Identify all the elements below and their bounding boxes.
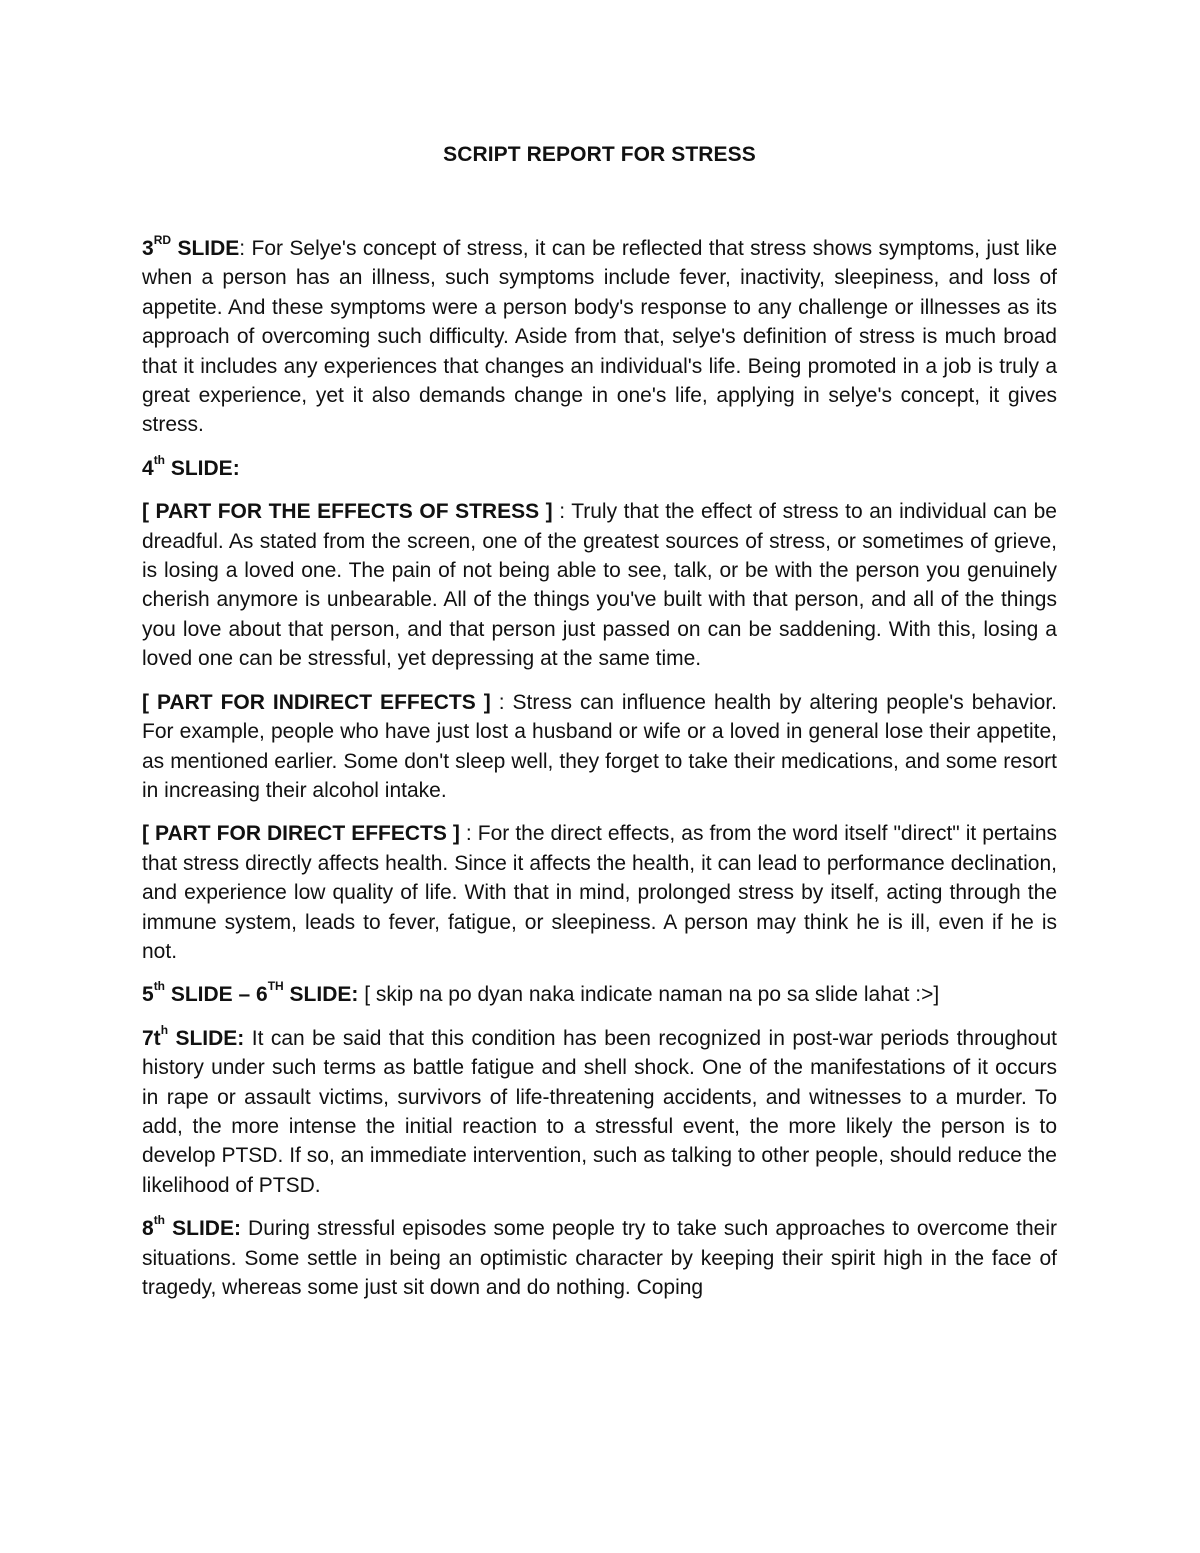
slide-7-text: It can be said that this condition has been recognized in post-war periods throughout history under such terms as battle fatigue and shell shock. One of the manifestations of it occurs in rape or assault victims, survivors of life-threatening accidents, and witnesses to a murder. To add, the more intense the initial reaction to a stressful event, the more likely the person is to develop PTSD. If so, an immediate intervention, such as talking to other people, should reduce the likelihood of PTSD. xyxy=(142,1026,1057,1197)
effects-heading: [ PART FOR THE EFFECTS OF STRESS ] xyxy=(142,500,553,524)
direct-effects-text: : For the direct effects, as from the word itself "direct" it pertains that stress directly affects health. Since it affects the health, it can lead to performance declination, and experience low quality of life. With that in mind, prolonged stress by itself, acting through the immune system, leads to fever, fatigue, or sleepiness. A person may think he is ill, even if he is not. xyxy=(142,822,1057,963)
slide-4-heading-paragraph xyxy=(142,454,1057,483)
direct-effects-heading: [ PART FOR DIRECT EFFECTS ] xyxy=(142,822,460,846)
slide-8-paragraph xyxy=(142,1214,1057,1302)
slide-8-text: During stressful episodes some people try to take such approaches to overcome their situations. Some settle in being an optimistic character by keeping their spirit high in the face of tragedy, whereas some just sit down and do nothing. Coping xyxy=(142,1217,1057,1299)
slide-3-text: : For Selye's concept of stress, it can be reflected that stress shows symptoms, just like when a person has an illness, such symptoms include fever, inactivity, sleepiness, and loss of appetite. And these symptoms were a person body's response to any challenge or illnesses as its approach of overcoming such difficulty. Aside from that, selye's definition of stress is much broad that it includes any experiences that changes an individual's life. Being promoted in a job is truly a great experience, yet it also demands change in one's life, applying in selye's concept, it gives stress. xyxy=(142,237,1057,437)
indirect-effects-heading: [ PART FOR INDIRECT EFFECTS ] xyxy=(142,690,491,714)
effects-paragraph xyxy=(142,497,1057,673)
slide-3-heading: 3RD SLIDE xyxy=(142,233,240,260)
document-title: SCRIPT REPORT FOR STRESS xyxy=(443,143,756,166)
slide-7-paragraph xyxy=(142,1024,1057,1200)
indirect-effects-text: : Stress can influence health by altering people's behavior. For example, people who have just lost a husband or wife or a loved in general lose their appetite, as mentioned earlier. Some don't sleep well, they forget to take their medications, and some resort in increasing their alcohol intake. xyxy=(142,690,1057,802)
slide-7-heading: $7t^h$ SLIDE: xyxy=(142,1022,245,1050)
document-page xyxy=(142,140,1057,1316)
slide-5-6-heading: 5th SLIDE – 6TH SLIDE: xyxy=(142,979,359,1007)
direct-effects-paragraph xyxy=(142,819,1057,966)
effects-text: : Truly that the effect of stress to an individual can be dreadful. As stated from the screen, one of the greatest sources of stress, or sometimes of grieve, is losing a loved one. The pain of not being able to see, talk, or be with the person you genuinely cherish anymore is unbearable. All of the things you've built with that person, and all of the things you love about that person, and that person just passed on can be saddening. With this, losing a loved one can be stressful, yet depressing at the same time. xyxy=(142,500,1057,671)
slide-5-6-paragraph xyxy=(142,980,1057,1009)
indirect-effects-paragraph xyxy=(142,688,1057,806)
slide-5-6-text: [ skip na po dyan naka indicate naman na po sa slide lahat :>] xyxy=(358,983,940,1007)
slide-4-heading: 4th SLIDE: xyxy=(142,452,240,480)
slide-8-heading: 8th SLIDE: xyxy=(142,1213,241,1241)
slide-3-paragraph xyxy=(142,234,1057,440)
